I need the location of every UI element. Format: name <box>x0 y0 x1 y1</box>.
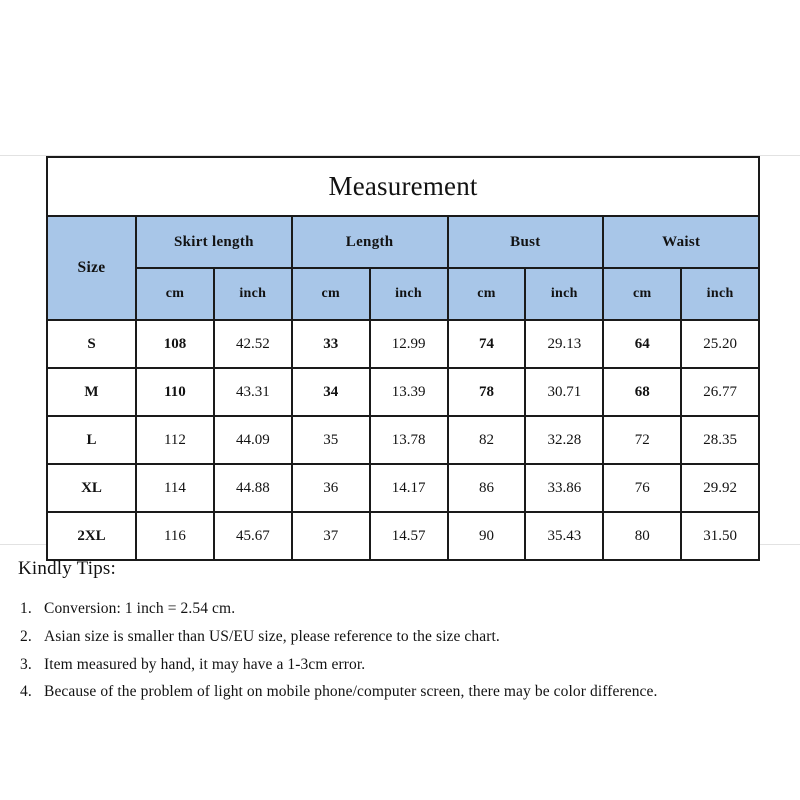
tip-item <box>18 681 778 704</box>
tip-text: Because of the problem of light on mobile phone/computer screen, there may be color difference. <box>44 683 658 701</box>
table-row <box>47 320 759 368</box>
cell-size-xl: XL <box>47 464 136 512</box>
header-unit-waist-cm: cm <box>603 268 681 320</box>
table-row <box>47 512 759 560</box>
cell-waist-cm-l: 72 <box>603 416 681 464</box>
tip-number: 2. <box>20 627 32 645</box>
table-row <box>47 464 759 512</box>
cell-skirt-length-cm-l: 112 <box>136 416 214 464</box>
cell-skirt-length-inch-s: 42.52 <box>214 320 292 368</box>
cell-bust-inch-m: 30.71 <box>525 368 603 416</box>
cell-length-inch-2xl: 14.57 <box>370 512 448 560</box>
tip-number: 4. <box>20 683 32 701</box>
measurement-table <box>46 156 760 561</box>
cell-size-m: M <box>47 368 136 416</box>
tip-number: 1. <box>20 600 32 617</box>
cell-skirt-length-inch-2xl: 45.67 <box>214 512 292 560</box>
table-row <box>47 368 759 416</box>
header-unit-bust-cm: cm <box>448 268 526 320</box>
cell-length-cm-m: 34 <box>292 368 370 416</box>
header-unit-bust-inch: inch <box>525 268 603 320</box>
cell-bust-cm-s: 74 <box>448 320 526 368</box>
header-unit-skirt-length-inch: inch <box>214 268 292 320</box>
cell-bust-cm-m: 78 <box>448 368 526 416</box>
cell-waist-inch-m: 26.77 <box>681 368 759 416</box>
cell-skirt-length-cm-s: 108 <box>136 320 214 368</box>
cell-length-inch-m: 13.39 <box>370 368 448 416</box>
tip-number: 3. <box>20 655 32 673</box>
cell-size-2xl: 2XL <box>47 512 136 560</box>
tip-item <box>18 626 778 649</box>
measurement-table-body <box>47 320 759 560</box>
cell-skirt-length-inch-xl: 44.88 <box>214 464 292 512</box>
cell-waist-cm-xl: 76 <box>603 464 681 512</box>
header-group-skirt-length: Skirt length <box>136 216 292 268</box>
tip-text: Conversion: 1 inch = 2.54 cm. <box>44 600 236 617</box>
cell-skirt-length-cm-2xl: 116 <box>136 512 214 560</box>
cell-skirt-length-inch-l: 44.09 <box>214 416 292 464</box>
header-size: Size <box>47 216 136 320</box>
cell-skirt-length-cm-xl: 114 <box>136 464 214 512</box>
header-group-bust: Bust <box>448 216 604 268</box>
header-group-waist: Waist <box>603 216 759 268</box>
cell-length-inch-xl: 14.17 <box>370 464 448 512</box>
cell-waist-cm-2xl: 80 <box>603 512 681 560</box>
header-unit-length-inch: inch <box>370 268 448 320</box>
cell-length-cm-2xl: 37 <box>292 512 370 560</box>
tip-item <box>18 654 778 677</box>
cell-length-cm-l: 35 <box>292 416 370 464</box>
header-unit-skirt-length-cm: cm <box>136 268 214 320</box>
cell-waist-cm-m: 68 <box>603 368 681 416</box>
cell-bust-cm-xl: 86 <box>448 464 526 512</box>
table-title-row <box>47 157 759 216</box>
cell-bust-cm-2xl: 90 <box>448 512 526 560</box>
tip-item <box>18 598 778 621</box>
page-title: Measurement <box>47 157 759 216</box>
tip-text: Item measured by hand, it may have a 1-3cm error. <box>44 655 366 673</box>
header-unit-row <box>47 268 759 320</box>
cell-waist-inch-2xl: 31.50 <box>681 512 759 560</box>
cell-length-inch-s: 12.99 <box>370 320 448 368</box>
kindly-tips-section <box>18 558 778 709</box>
header-group-row <box>47 216 759 268</box>
cell-bust-inch-s: 29.13 <box>525 320 603 368</box>
table-row <box>47 416 759 464</box>
cell-waist-inch-l: 28.35 <box>681 416 759 464</box>
cell-length-inch-l: 13.78 <box>370 416 448 464</box>
cell-size-l: L <box>47 416 136 464</box>
cell-waist-inch-s: 25.20 <box>681 320 759 368</box>
cell-waist-cm-s: 64 <box>603 320 681 368</box>
measurement-table-block <box>46 156 758 561</box>
header-unit-waist-inch: inch <box>681 268 759 320</box>
cell-bust-inch-xl: 33.86 <box>525 464 603 512</box>
kindly-tips-list <box>18 598 778 704</box>
cell-length-cm-xl: 36 <box>292 464 370 512</box>
header-unit-length-cm: cm <box>292 268 370 320</box>
cell-length-cm-s: 33 <box>292 320 370 368</box>
cell-bust-inch-2xl: 35.43 <box>525 512 603 560</box>
cell-bust-cm-l: 82 <box>448 416 526 464</box>
cell-skirt-length-inch-m: 43.31 <box>214 368 292 416</box>
cell-size-s: S <box>47 320 136 368</box>
cell-waist-inch-xl: 29.92 <box>681 464 759 512</box>
header-group-length: Length <box>292 216 448 268</box>
kindly-tips-heading: Kindly Tips: <box>18 558 116 579</box>
cell-skirt-length-cm-m: 110 <box>136 368 214 416</box>
cell-bust-inch-l: 32.28 <box>525 416 603 464</box>
tip-text: Asian size is smaller than US/EU size, please reference to the size chart. <box>44 627 500 645</box>
